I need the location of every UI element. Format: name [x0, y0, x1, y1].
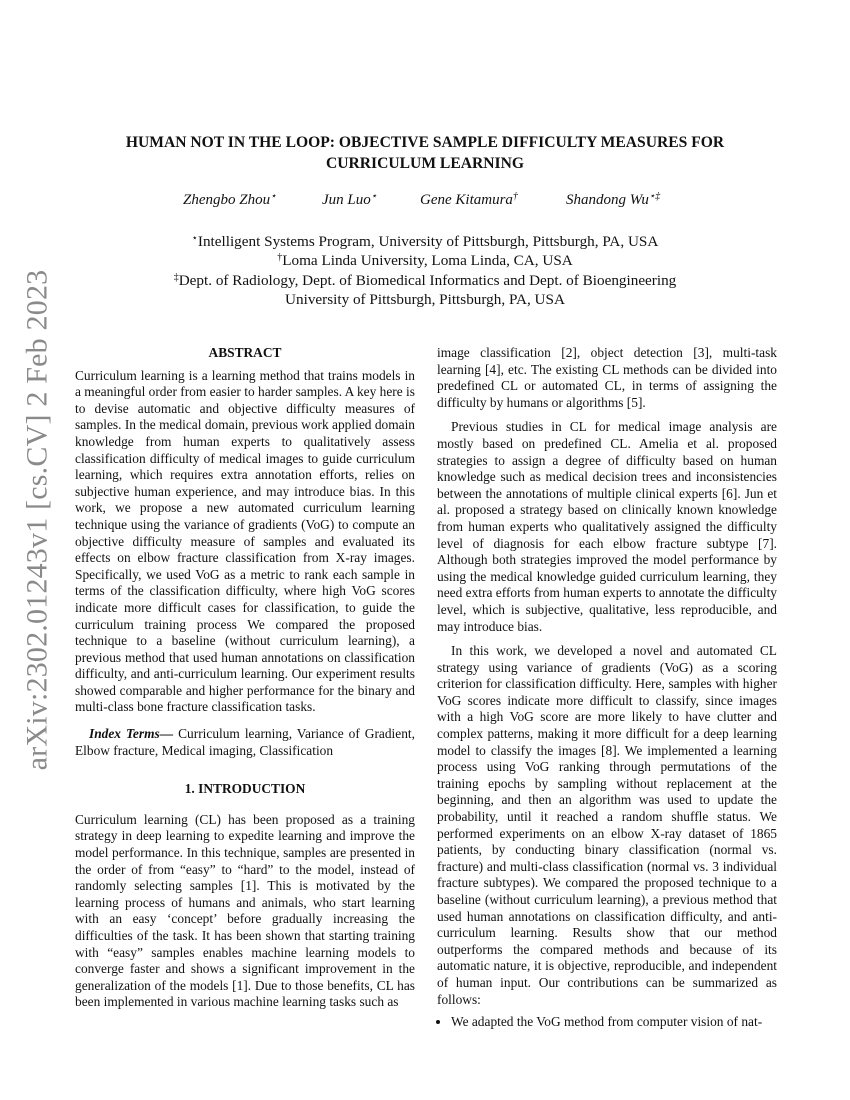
- affiliation-2: †Loma Linda University, Loma Linda, CA, USA: [277, 252, 573, 270]
- index-terms-label: Index Terms—: [89, 726, 174, 742]
- arxiv-identifier-stamp: [15, 260, 59, 780]
- author-2-mark: ⋆: [370, 191, 378, 202]
- author-3-name: Gene Kitamura: [420, 192, 513, 208]
- author-4: [566, 192, 660, 209]
- arxiv-stamp-text: arXiv:2302.01243v1 [cs.CV] 2 Feb 2023: [20, 269, 53, 771]
- author-2: [322, 192, 377, 209]
- index-terms: [75, 726, 415, 759]
- contribution-list: [437, 1014, 777, 1031]
- author-2-name: Jun Luo: [322, 192, 371, 208]
- intro-paragraph-3: In this work, we developed a novel and automated CL strategy using variance of gradients (VoG) as a scoring criterion for classification difficulty. Here, samples with higher VoG scores indicate more difficult to classify, since images with a high VoG score are more likely to have clutter and complex patterns, making it more difficult for a deep learning model to classify the images [8]. We implemented a learning process using VoG ranking through permutations of the training epochs by sampling without replacement at the beginning, and then an algorithm was used to update the probability, until it reached a random shuffle status. We performed experiments on an elbow X-ray dataset of 1865 patients, by conducting binary classification (normal vs. fracture) and multi-class classification (normal vs. 3 individual fracture subtypes). We compared the proposed technique to a baseline (without curriculum learning), a previous method that used human annotations on classification difficulty, and anti-curriculum learning. Results show that our method outperforms the compared methods and because of its automatic nature, it is objective, reproducible, and independent of human input. Our contributions can be summarized as follows:: [437, 643, 777, 1007]
- intro-paragraph-2: Previous studies in CL for medical image analysis are mostly based on predefined CL. Amelia et al. proposed strategies to assign a degree of difficulty based on human knowledge such as medical decision trees and inconsistencies between the annotations of multiple clinical experts [6]. Jun et al. proposed a strategy based on clinically known knowledge from human experts who qualitatively assigned the difficulty level of diagnosis for each elbow fracture subtype [7]. Although both strategies improved the model performance by using the medical knowledge guided curriculum learning, they need extra efforts from human experts to annotate the difficulty level, which is subjective, qualitative, less reproducible, and may introduce bias.: [437, 419, 777, 634]
- author-3: [420, 192, 518, 209]
- affiliation-1: ⋆Intelligent Systems Program, University of Pittsburgh, Pittsburgh, PA, USA: [191, 233, 659, 250]
- left-column: [75, 345, 415, 1011]
- author-4-mark: ⋆‡: [648, 191, 661, 202]
- affiliations: [75, 232, 775, 309]
- author-3-mark: †: [512, 191, 518, 202]
- right-column: [437, 345, 777, 1031]
- author-4-name: Shandong Wu: [566, 192, 649, 208]
- paper-title: HUMAN NOT IN THE LOOP: OBJECTIVE SAMPLE DIFFICULTY MEASURES FOR CURRICULUM LEARNING: [125, 134, 725, 172]
- affiliation-3: ‡Dept. of Radiology, Dept. of Biomedical Informatics and Dept. of Bioengineering: [173, 271, 677, 289]
- abstract-heading: ABSTRACT: [208, 345, 282, 360]
- index-terms-text: Curriculum learning, Variance of Gradient, Elbow fracture, Medical imaging, Classification: [75, 726, 415, 758]
- author-1: [183, 192, 276, 209]
- author-1-mark: ⋆: [270, 191, 277, 202]
- author-list: [75, 192, 775, 212]
- intro-paragraph-1-continued: image classification [2], object detection [3], multi-task learning [4], etc. The existing CL methods can be divided into predefined CL or automated CL, in terms of assigning the difficulty by humans or algorithms [5].: [437, 345, 777, 410]
- author-1-name: Zhengbo Zhou: [183, 192, 271, 208]
- contribution-item: • We adapted the VoG method from computer vision of nat-: [451, 1014, 777, 1031]
- abstract-text: Curriculum learning is a learning method that trains models in a meaningful order from easier to harder samples. A key here is to devise automatic and objective difficulty measures of samples. In the medical domain, previous work applied domain knowledge from human experts to qualitatively assess classification difficulty of medical images to guide curriculum learning, which requires extra annotation efforts, relies on subjective human experience, and may introduce bias. In this work, we propose a new automated curriculum learning technique using the variance of gradients (VoG) to compute an objective difficulty measure of samples and evaluated its effects on elbow fracture classification from X-ray images. Specifically, we used VoG as a metric to rank each sample in terms of the classification difficulty, where high VoG scores indicate more difficult cases for classification, to guide the curriculum training process We compared the proposed technique to a baseline (without curriculum learning), a previous method that used human annotations on classification difficulty, and anti-curriculum learning. Our experiment results showed comparable and higher performance for the binary and multi-class bone fracture classification tasks.: [75, 367, 415, 715]
- introduction-heading: 1. INTRODUCTION: [184, 781, 306, 797]
- affiliation-4: University of Pittsburgh, Pittsburgh, PA, USA: [285, 290, 565, 308]
- intro-paragraph-1: Curriculum learning (CL) has been proposed as a training strategy in deep learning to expedite learning and improve the model performance. In this technique, samples are presented in the order of from “easy” to “hard” to the model, instead of randomly selecting samples [1]. This is motivated by the learning process of humans and animals, who start learning with an easy ‘concept’ before gradually increasing the difficulties of the task. It has been shown that starting training with “easy” samples enables machine learning models to converge faster and shows a significant improvement in the generalization of the models [1]. Due to those benefits, CL has been implemented in various machine learning tasks such as: [75, 811, 415, 1010]
